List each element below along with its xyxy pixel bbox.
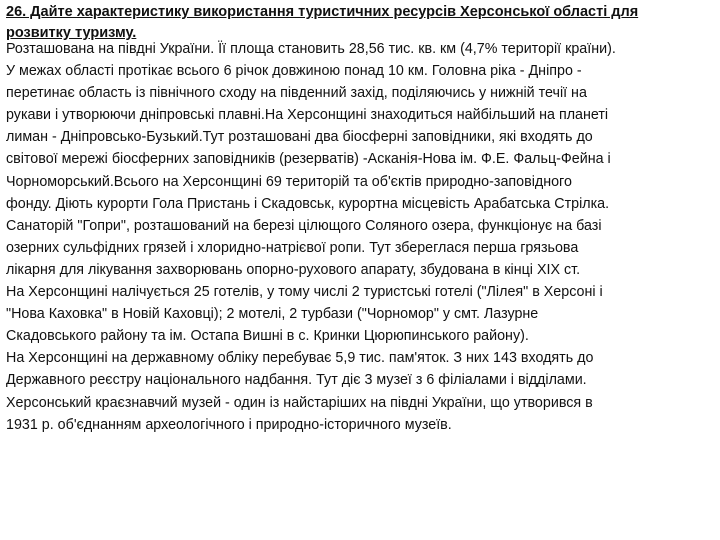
- text-line: На Херсонщині налічується 25 готелів, у тому числі 2 туристські готелі ("Лілея" в Херсоні і: [6, 284, 603, 301]
- text-line: світової мережі біосферних заповідників (резерватів) -Асканія-Нова ім. Ф.Е. Фальц-Фейна і: [6, 151, 611, 168]
- paragraph-overview: [6, 38, 714, 281]
- text-line: Розташована на півдні України. Її площа становить 28,56 тис. кв. км (4,7% території країни).: [6, 41, 616, 57]
- text-line: Скадовського району та ім. Остапа Вишні в с. Кринки Цюрюпинського району).: [6, 328, 529, 345]
- text-line: На Херсонщині на державному обліку перебуває 5,9 тис. пам'яток. З них 143 входять до: [6, 350, 594, 367]
- paragraph-heritage: [6, 347, 714, 435]
- text-line: рукави і утворюючи дніпровські плавні.На Херсонщині знаходиться найбільший на планеті: [6, 107, 609, 124]
- text-line: лиман - Дніпровсько-Бузький.Тут розташовані два біосферні заповідники, які входять до: [6, 129, 593, 146]
- paragraph-accommodation: [6, 281, 714, 347]
- heading-line: розвитку туризму.: [6, 25, 137, 41]
- text-line: перетинає область із північного сходу на південний захід, поділяючись у нижній течії на: [6, 85, 587, 102]
- text-line: Чорноморський.Всього на Херсонщині 69 територій та об'єктів природно-заповідного: [6, 173, 572, 190]
- text-line: лікарня для лікування захворювань опорно-рухового апарату, збудована в кінці XIX ст.: [6, 261, 581, 278]
- text-line: У межах області протікає всього 6 річок довжиною понад 10 км. Головна ріка - Дніпро -: [6, 63, 582, 80]
- text-line: фонду. Діють курорти Гола Пристань і Скадовськ, курортна місцевість Арабатська Стрілка.: [6, 195, 610, 212]
- text-line: Санаторій "Гопри", розташований на березі цілющого Соляного озера, функціонує на базі: [6, 217, 602, 234]
- text-line: озерних сульфідних грязей і хлоридно-натрієвої ропи. Тут збереглася перша грязьова: [6, 239, 579, 256]
- heading-line: 26. Дайте характеристику використання туристичних ресурсів Херсонської області для: [6, 4, 639, 20]
- text-line: 1931 р. об'єднанням археологічного і природно-історичного музеїв.: [6, 416, 452, 433]
- text-line: Державного реєстру національного надбання. Тут діє 3 музеї з 6 філіалами і відділами.: [6, 372, 587, 389]
- text-line: Херсонський краєзнавчий музей - один із найстаріших на півдні України, що утворився в: [6, 394, 593, 411]
- text-line: "Нова Каховка" в Новій Каховці); 2 мотелі, 2 турбази ("Чорномор" у смт. Лазурне: [6, 306, 539, 323]
- answer-body: [6, 38, 714, 436]
